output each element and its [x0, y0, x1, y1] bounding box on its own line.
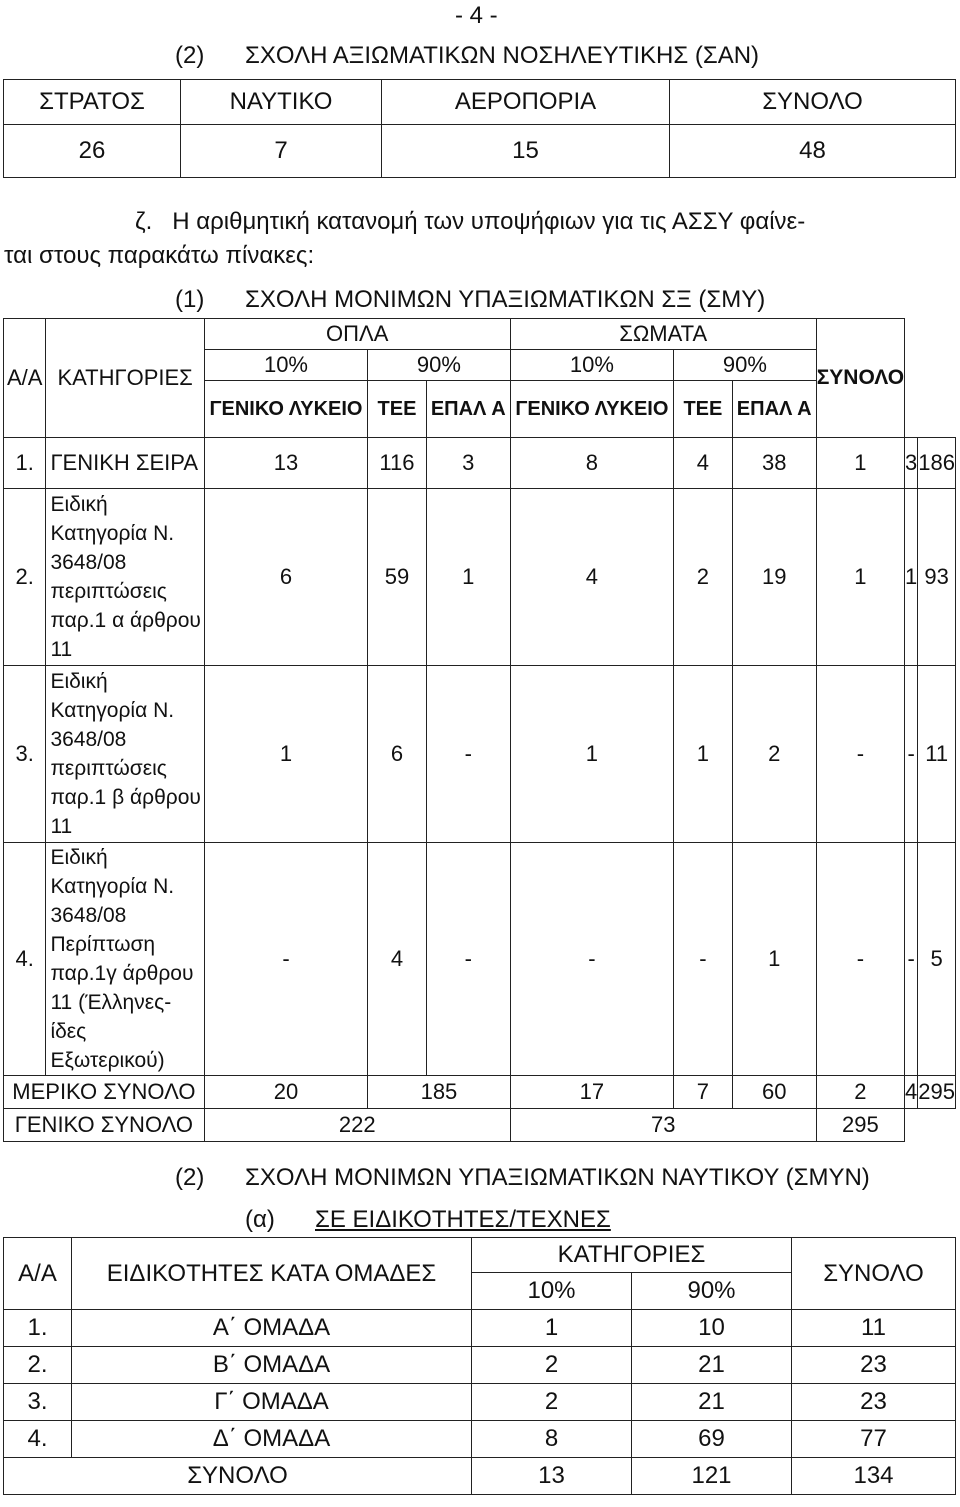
cell: -	[426, 843, 510, 1076]
sum-label: ΣΥΝΟΛΟ	[4, 1458, 472, 1495]
table-row	[4, 1347, 956, 1384]
sum-total: 134	[792, 1458, 956, 1495]
cell: 2	[674, 489, 733, 666]
row-name: Γ΄ ΟΜΑΔΑ	[72, 1384, 472, 1421]
subheader-somata-epal: ΕΠΑΛ Α	[732, 381, 816, 438]
section-c-title: ΣΧΟΛΗ ΜΟΝΙΜΩΝ ΥΠΑΞΙΩΜΑΤΙΚΩΝ ΝΑΥΤΙΚΟΥ (ΣΜΥΝ)	[245, 1164, 870, 1191]
row-label: ΓΕΝΙΚΗ ΣΕΙΡΑ	[46, 438, 204, 489]
cell: -	[905, 843, 918, 1076]
cell: 7	[674, 1076, 733, 1109]
cell: -	[905, 666, 918, 843]
table-row	[4, 1421, 956, 1458]
subheader-opla-lykeio: ΓΕΝΙΚΟ ΛΥΚΕΙΟ	[204, 381, 367, 438]
value-synolo: 48	[670, 125, 956, 178]
cell-total: 11	[792, 1310, 956, 1347]
grand-total-somata: 73	[510, 1109, 816, 1142]
row-aa: 3.	[4, 666, 46, 843]
header-aa: Α/Α	[4, 319, 46, 438]
cell: 69	[632, 1421, 792, 1458]
subheader-opla-tee: ΤΕΕ	[368, 381, 427, 438]
cell: 4	[510, 489, 673, 666]
row-name: Α΄ ΟΜΑΔΑ	[72, 1310, 472, 1347]
section-c-subtitle: ΣΕ ΕΙΔΙΚΟΤΗΤΕΣ/ΤΕΧΝΕΣ	[315, 1206, 611, 1233]
table-row	[4, 319, 956, 350]
cell: 2	[472, 1384, 632, 1421]
cell: 21	[632, 1384, 792, 1421]
grand-total-label: ΓΕΝΙΚΟ ΣΥΝΟΛΟ	[4, 1109, 205, 1142]
paragraph-line-2: ται στους παρακάτω πίνακες:	[4, 242, 315, 269]
cell: 1	[472, 1310, 632, 1347]
cell: -	[816, 843, 904, 1076]
cell: 21	[632, 1347, 792, 1384]
cell: 185	[368, 1076, 511, 1109]
header-opla-90: 90%	[368, 350, 511, 381]
row-aa: 1.	[4, 438, 46, 489]
cell: 20	[204, 1076, 367, 1109]
table-row	[4, 80, 956, 125]
header-90: 90%	[632, 1273, 792, 1310]
cell: 2	[732, 666, 816, 843]
cell-total: 186	[918, 438, 956, 489]
cell: -	[426, 666, 510, 843]
cell: 1	[204, 666, 367, 843]
table-row	[4, 843, 956, 1076]
cell-total: 77	[792, 1421, 956, 1458]
cell: 4	[905, 1076, 918, 1109]
cell-total: 23	[792, 1384, 956, 1421]
cell: 60	[732, 1076, 816, 1109]
value-aeroporia: 15	[382, 125, 670, 178]
row-aa: 4.	[4, 843, 46, 1076]
value-naftiko: 7	[181, 125, 382, 178]
value-stratos: 26	[4, 125, 181, 178]
row-label: Ειδική Κατηγορία Ν. 3648/08 περιπτώσεις παρ.1 α άρθρου 11	[46, 489, 204, 666]
cell: 6	[204, 489, 367, 666]
table-san	[3, 79, 956, 178]
cell: 1	[905, 489, 918, 666]
cell: 8	[510, 438, 673, 489]
cell: 38	[732, 438, 816, 489]
cell-total: 5	[918, 843, 956, 1076]
table-row	[4, 1458, 956, 1495]
header-total: ΣΥΝΟΛΟ	[792, 1238, 956, 1310]
row-aa: 2.	[4, 1347, 72, 1384]
cell: 13	[204, 438, 367, 489]
header-somata-90: 90%	[674, 350, 817, 381]
sum-10: 13	[472, 1458, 632, 1495]
table-row	[4, 1076, 956, 1109]
section-c-number: (2)	[175, 1164, 205, 1191]
cell: 2	[472, 1347, 632, 1384]
header-synolo: ΣΥΝΟΛΟ	[670, 80, 956, 125]
row-aa: 1.	[4, 1310, 72, 1347]
table-smyn	[3, 1237, 956, 1495]
header-somata-10: 10%	[510, 350, 673, 381]
cell: 1	[816, 438, 904, 489]
cell: 59	[368, 489, 427, 666]
table-row	[4, 489, 956, 666]
header-10: 10%	[472, 1273, 632, 1310]
sum-90: 121	[632, 1458, 792, 1495]
cell: -	[204, 843, 367, 1076]
header-opla-10: 10%	[204, 350, 367, 381]
header-somata: ΣΩΜΑΤΑ	[510, 319, 816, 350]
subheader-opla-epal: ΕΠΑΛ Α	[426, 381, 510, 438]
header-aa: Α/Α	[4, 1238, 72, 1310]
cell: -	[510, 843, 673, 1076]
cell: 8	[472, 1421, 632, 1458]
table-row	[4, 1238, 956, 1273]
cell: 6	[368, 666, 427, 843]
table-row	[4, 438, 956, 489]
cell: 116	[368, 438, 427, 489]
grand-total-opla: 222	[204, 1109, 510, 1142]
cell: 1	[426, 489, 510, 666]
table-smy	[3, 318, 956, 1142]
cell: 1	[816, 489, 904, 666]
page-number: - 4 -	[455, 2, 498, 29]
cell: 3	[905, 438, 918, 489]
cell: 10	[632, 1310, 792, 1347]
row-aa: 2.	[4, 489, 46, 666]
row-name: Β΄ ΟΜΑΔΑ	[72, 1347, 472, 1384]
cell-total: 93	[918, 489, 956, 666]
section-a-title: ΣΧΟΛΗ ΑΞΙΩΜΑΤΙΚΩΝ ΝΟΣΗΛΕΥΤΙΚΗΣ (ΣΑΝ)	[245, 42, 760, 69]
paragraph-line-1: ζ. Η αριθμητική κατανομή των υποψήφιων για τις ΑΣΣΥ φαίνε-	[135, 208, 806, 235]
cell: 3	[426, 438, 510, 489]
header-total: ΣΥΝΟΛΟ	[816, 319, 904, 438]
grand-total-total: 295	[816, 1109, 904, 1142]
row-label: Ειδική Κατηγορία Ν. 3648/08 Περίπτωση παρ.1γ άρθρου 11 (Έλληνες-ίδες Εξωτερικού)	[46, 843, 204, 1076]
section-c-sub-number: (α)	[245, 1206, 275, 1233]
subheader-somata-tee: ΤΕΕ	[674, 381, 733, 438]
section-b-title: ΣΧΟΛΗ ΜΟΝΙΜΩΝ ΥΠΑΞΙΩΜΑΤΙΚΩΝ ΣΞ (ΣΜΥ)	[245, 286, 766, 313]
subheader-somata-lykeio: ΓΕΝΙΚΟ ΛΥΚΕΙΟ	[510, 381, 673, 438]
cell-total: 23	[792, 1347, 956, 1384]
cell-total: 295	[918, 1076, 956, 1109]
cell: -	[816, 666, 904, 843]
cell-total: 11	[918, 666, 956, 843]
row-aa: 3.	[4, 1384, 72, 1421]
section-b-number: (1)	[175, 286, 205, 313]
header-categories: ΚΑΤΗΓΟΡΙΕΣ	[472, 1238, 792, 1273]
table-row	[4, 1310, 956, 1347]
cell: 17	[510, 1076, 673, 1109]
cell: 1	[674, 666, 733, 843]
partial-total-label: ΜΕΡΙΚΟ ΣΥΝΟΛΟ	[4, 1076, 205, 1109]
header-aeroporia: ΑΕΡΟΠΟΡΙΑ	[382, 80, 670, 125]
table-row	[4, 1109, 956, 1142]
row-aa: 4.	[4, 1421, 72, 1458]
cell: 19	[732, 489, 816, 666]
header-naftiko: ΝΑΥΤΙΚΟ	[181, 80, 382, 125]
section-a-number: (2)	[175, 42, 205, 69]
cell: 1	[510, 666, 673, 843]
table-row	[4, 666, 956, 843]
cell: 2	[816, 1076, 904, 1109]
row-name: Δ΄ ΟΜΑΔΑ	[72, 1421, 472, 1458]
cell: -	[674, 843, 733, 1076]
header-categories: ΚΑΤΗΓΟΡΙΕΣ	[46, 319, 204, 438]
table-row	[4, 125, 956, 178]
cell: 4	[368, 843, 427, 1076]
header-stratos: ΣΤΡΑΤΟΣ	[4, 80, 181, 125]
table-row	[4, 1384, 956, 1421]
header-opla: ΟΠΛΑ	[204, 319, 510, 350]
row-label: Ειδική Κατηγορία Ν. 3648/08 περιπτώσεις παρ.1 β άρθρου 11	[46, 666, 204, 843]
cell: 4	[674, 438, 733, 489]
header-groups: ΕΙΔΙΚΟΤΗΤΕΣ ΚΑΤΑ ΟΜΑΔΕΣ	[72, 1238, 472, 1310]
cell: 1	[732, 843, 816, 1076]
